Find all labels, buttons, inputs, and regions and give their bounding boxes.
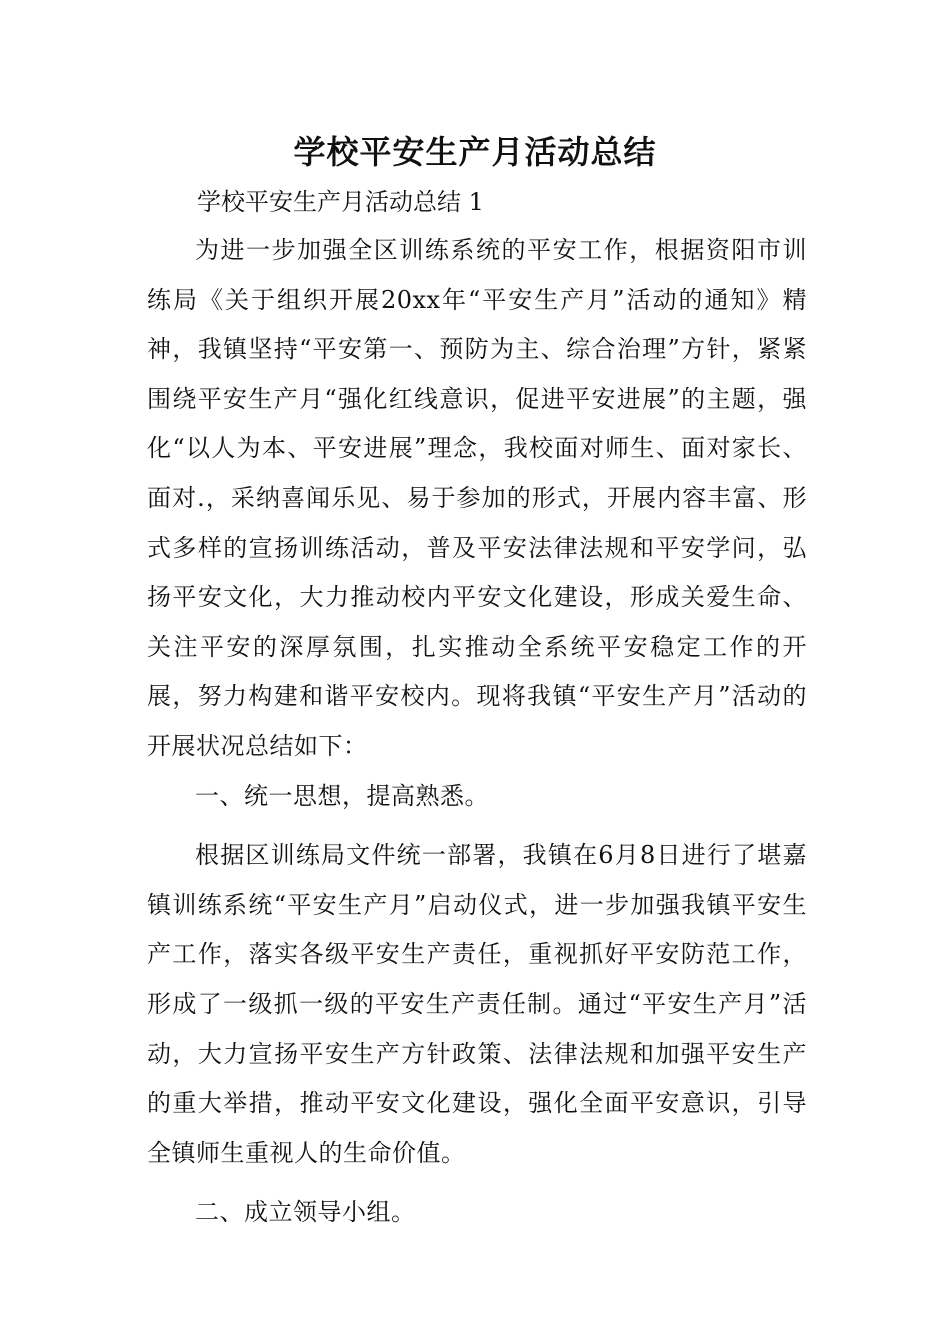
section-heading-1: 一、统一思想，提高熟悉。 <box>195 781 489 810</box>
document-title: 学校平安生产月活动总结 <box>293 133 657 171</box>
section-heading-2: 二、成立领导小组。 <box>195 1198 416 1227</box>
document-subtitle: 学校平安生产月活动总结 1 <box>197 188 484 216</box>
document-body <box>147 226 807 1238</box>
paragraph-section-1: 根据区训练局文件统一部署，我镇在6月8日进行了堪嘉镇训练系统“平安生产月”启动仪式，进一步加强我镇平安生产工作，落实各级平安生产责任，重视抓好平安防范工作，形成了一级抓一级的平安生产责任制。通过“平安生产月”活动，大力宣扬平安生产方针政策、法律法规和加强平安生产的重大举措，推动平安文化建设，强化全面平安意识，引导全镇师生重视人的生命价值。 <box>147 841 807 1167</box>
paragraph-intro: 为进一步加强全区训练系统的平安工作，根据资阳市训练局《关于组织开展20xx年“平安生产月”活动的通知》精神，我镇坚持“平安第一、预防为主、综合治理”方针，紧紧围绕平安生产月“强化红线意识，促进平安进展”的主题，强化“以人为本、平安进展”理念，我校面对师生、面对家长、面对.，采纳喜闻乐见、易于参加的形式，开展内容丰富、形式多样的宣扬训练活动，普及平安法律法规和平安学问，弘扬平安文化，大力推动校内平安文化建设，形成关爱生命、关注平安的深厚氛围，扎实推动全系统平安稳定工作的开展，努力构建和谐平安校内。现将我镇“平安生产月”活动的开展状况总结如下： <box>147 236 807 760</box>
